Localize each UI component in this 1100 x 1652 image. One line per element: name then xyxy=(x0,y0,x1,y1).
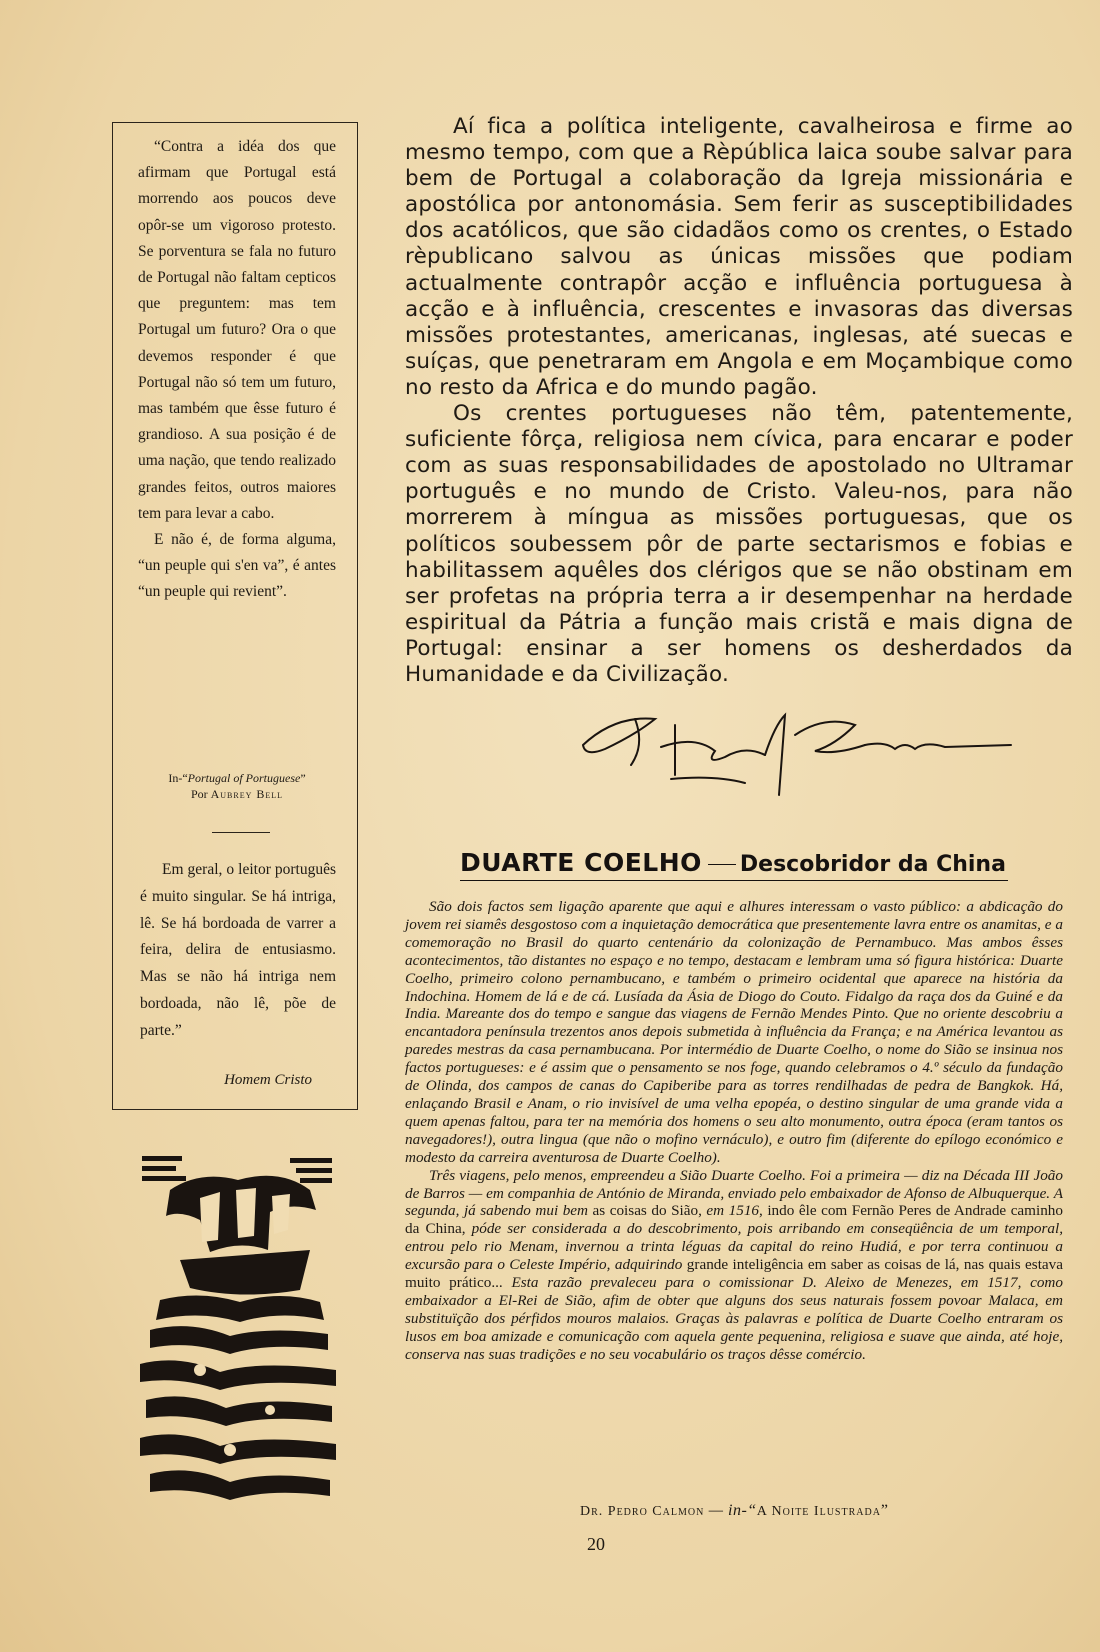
roman-run: grande inteligência em saber as coisas de lá, nas quais estava muito prático... xyxy=(405,1256,1064,1292)
sidebar-quote-cristo xyxy=(140,857,336,1045)
main-paragraph: Os crentes portugueses não têm, patentemente, suficiente fôrça, religiosa nem cívica, para encarar e poder com as suas responsabilidades de apostolado no Ultramar português e no mundo de Cristo. Valeu-nos, para não morrerem à míngua as missões portuguesas, que os políticos soubessem pôr de parte sectarismos e fobias e habilitassem aquêles dos clérigos que se não obstinam em ser profetas na própria terra a ir desempenhar na herdade espiritual da Pátria a função mais cristã e mais digna de Portugal: ensinar a ser homens os desherdados da Humanidade e da Civilização. xyxy=(405,401,1073,687)
sidebar-quote-bell xyxy=(138,134,336,606)
italic-run: em 1516 xyxy=(706,1202,760,1220)
italic-run: Esta razão prevaleceu para o comissionar D. Aleixo de Menezes, em 1517, como embaixador a El-Rei de Sião, afim de obter que alguns dos seus naturais fossem povoar Malaca, em substituïção dos pérfidos mouros malaios. Graças às palavras e política de Duarte Coelho entraram os lusos em boa amizade e comunicação com aquela gente pequenina, religiosa e suave que ainda, até hoje, conserva nas suas tradições e no seu vocabulário os traços dêsse comércio. xyxy=(405,1274,1063,1363)
roman-run: , indo êle com Fernão Peres de Andrade caminho da China, xyxy=(405,1202,1063,1238)
quote-paragraph: E não é, de forma alguma, “un peuple qui s'en va”, é antes “un peuple qui revient”. xyxy=(138,531,336,601)
italic-run: São dois factos sem ligação aparente que aqui e alhures interessam o vasto público: a abdicação do jovem rei siamês desgostoso com a inquietação democrática que presentemente lavra entre os anamitas, e a comemoração no Brasil do quarto centenário da colonização de Pernambuco. Mas ambos êsses acontecimentos, tão distantes no espaço e no tempo, destacam e lembram uma só figura histórica: Duarte Coelho, primeiro colono pernambucano, e também o primeiro ocidental que aparece na história da Indochina. Homem de lá e de cá. Lusíada da Ásia de Diogo do Couto. Fidalgo da raça dos da Guiné e da India. Mareante dos do tempo e sangue das viagens de Fernão Mendes Pinto. Que no oriente descobriu a encantadora península trezentos anos depois submetida à influência da França; e na América levantou as paredes mestras da casa pernambucana. Por intermédio de Duarte Coelho, o nome do Sião se insinua nos factos portugueses: e é assim que o pensamento se nos foge, quando celebramos o 4.º século da fundação de Olinda, dos campos de canas do Capiberibe para as torres rendilhadas de pedra de Bangkok. Há, enlaçando Brasil e Anam, o rio invisível de uma velha epopéa, o destino singular de uma grande vida a quem apenas faltou, para ter na memória dos homens o seu alto monumento, outra época (eram tantos os navegadores!), outra lingua (que não o mofino vernáculo), e outro fim (diferente do epílogo económico e modesto da carreira aventurosa de Duarte Coelho). xyxy=(405,898,1063,1166)
byline-close: ” xyxy=(880,1502,889,1519)
caravel-woodcut-icon xyxy=(140,1150,336,1512)
byline-in: — in-“ xyxy=(708,1502,757,1519)
source-author: Aubrey Bell xyxy=(210,787,284,801)
sidebar-divider xyxy=(212,832,270,833)
article-paragraph xyxy=(405,1167,1063,1364)
article-title xyxy=(460,843,1008,877)
page-number: 20 xyxy=(587,1534,605,1554)
quote-source xyxy=(128,770,346,802)
source-author-prefix: Por xyxy=(190,787,211,801)
roman-run: as coisas do Sião, xyxy=(588,1202,707,1220)
article-byline xyxy=(580,1502,1020,1520)
title-dash xyxy=(708,864,736,865)
article-paragraph xyxy=(405,898,1063,1167)
main-editorial-text xyxy=(405,114,1073,688)
quote-paragraph: “Contra a idéa dos que afirmam que Portugal está morrendo aos poucos deve opôr-se um vigoroso protesto. Se porventura se fala no futuro de Portugal não faltam cepticos que preguntem: mas tem Portugal um futuro? Ora o que devemos responder é que Portugal não só tem um futuro, mas também que êsse futuro é grandioso. A sua posição é de uma nação, que tendo realizado grandes feitos, outros maiores tem para levar a cabo. xyxy=(138,138,336,522)
handwritten-signature-icon xyxy=(575,705,1015,815)
article-subtitle: Descobridor da China xyxy=(739,852,1006,877)
article-title-main: DUARTE COELHO xyxy=(460,848,702,877)
italic-run: póde ser considerada a do descobrimento, pois arribando em conseqüência de um temporal, entrou pelo rio Menam, invernou a trinta léguas da capital do reino Hudiá, e por terra continuou a excursão para o Celeste Império, adquirindo xyxy=(405,1220,1063,1274)
source-suffix: ” xyxy=(300,771,306,785)
article-body xyxy=(405,898,1063,1364)
quote-paragraph: Em geral, o leitor português é muito singular. Se há intriga, lê. Se há bordoada de varrer a feira, delira de entusiasmo. Mas se não há intriga nem bordoada, não lê, põe de parte.” xyxy=(140,861,336,1039)
quote-author: Homem Cristo xyxy=(224,1072,312,1088)
title-underline xyxy=(460,880,1008,881)
source-title: Portugal of Portuguese xyxy=(187,771,301,785)
byline-source: A Noite Ilustrada xyxy=(756,1504,881,1519)
byline-author: Dr. Pedro Calmon xyxy=(580,1504,705,1519)
source-prefix: In-“ xyxy=(168,771,188,785)
italic-run: Três viagens, pelo menos, empreendeu a Sião Duarte Coelho. Foi a primeira — diz na Década III João de Barros — em companhia de António de Miranda, enviado pelo embaixador de Afonso de Albuquerque. A segunda, já sabendo mui bem xyxy=(405,1166,1063,1220)
main-paragraph: Aí fica a política inteligente, cavalheirosa e firme ao mesmo tempo, com que a Rèpública laica soube salvar para bem de Portugal a colaboração da Igreja missionária e apostólica por antonomásia. Sem ferir as susceptibilidades dos acatólicos, que são cidadãos como os crentes, o Estado rèpublicano salvou as únicas missões que podiam actualmente contrapôr acção e influência portuguesa à acção e à influência, crescentes e invasoras das diversas missões protestantes, americanas, inglesas, até suecas e suíças, que penetraram em Angola e em Moçambique como no resto da Africa e do mundo pagão. xyxy=(405,114,1073,400)
